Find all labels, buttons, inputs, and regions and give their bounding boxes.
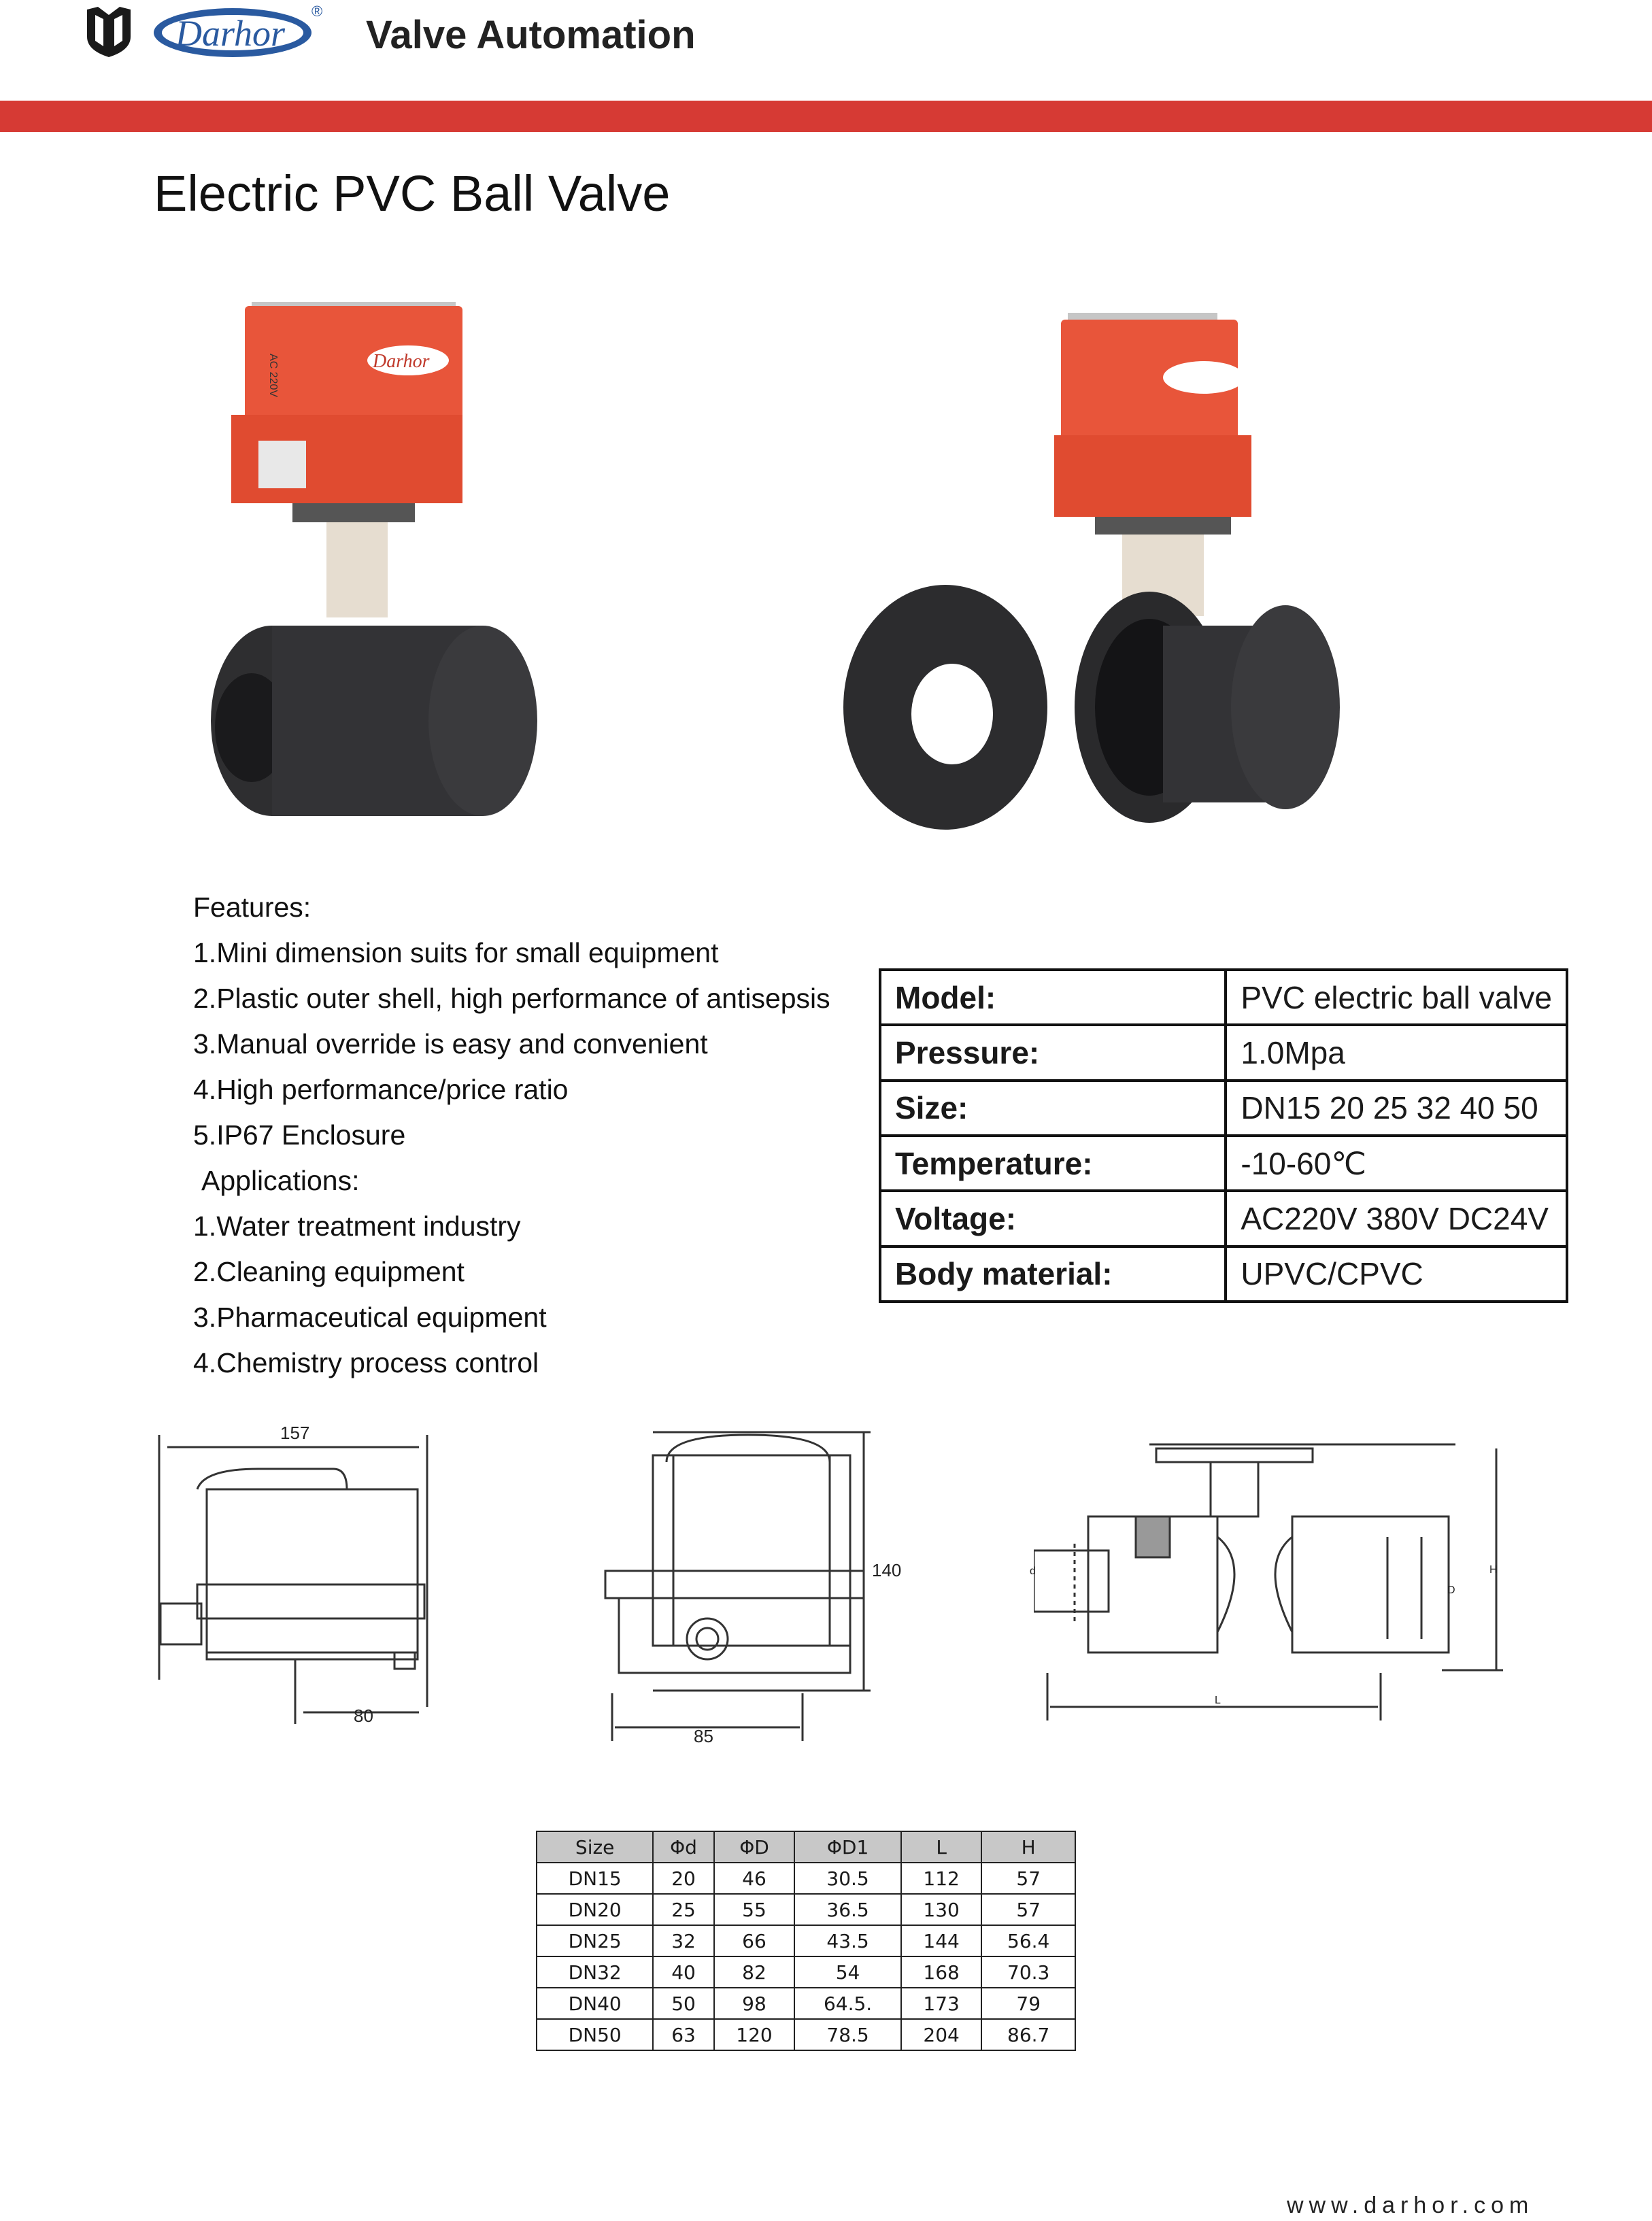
spec-value: PVC electric ball valve: [1226, 970, 1567, 1025]
size-cell: 78.5: [794, 2019, 901, 2050]
dim-valve-H: H: [1489, 1564, 1498, 1576]
spec-value: 1.0Mpa: [1226, 1025, 1567, 1080]
spec-row: [880, 1136, 1567, 1191]
application-item: 4.Chemistry process control: [193, 1347, 539, 1378]
dim-valve-D: D: [1447, 1584, 1455, 1596]
feature-item: 1.Mini dimension suits for small equipment: [193, 937, 719, 968]
spec-row: [880, 970, 1567, 1025]
size-cell: 25: [653, 1894, 713, 1925]
size-cell: 144: [901, 1925, 982, 1956]
spec-value: DN15 20 25 32 40 50: [1226, 1081, 1567, 1136]
dim-side-width: 157: [280, 1423, 310, 1443]
size-cell: 204: [901, 2019, 982, 2050]
size-cell: DN32: [537, 1956, 653, 1988]
size-cell: 79: [981, 1988, 1075, 2019]
size-cell: 57: [981, 1863, 1075, 1894]
spec-label: Model:: [880, 970, 1226, 1025]
product-photo-disassembled-valve: [809, 299, 1367, 843]
size-cell: 66: [714, 1925, 795, 1956]
dim-front-height: 140: [872, 1560, 902, 1580]
spec-row: [880, 1025, 1567, 1080]
size-col-header: Size: [537, 1831, 653, 1863]
drawing-valve-section: [1034, 1435, 1510, 1734]
spec-table: [879, 968, 1568, 1303]
size-table-row: [537, 1894, 1075, 1925]
header-red-bar: [0, 101, 1652, 132]
size-cell: DN25: [537, 1925, 653, 1956]
brand-logo: [151, 3, 323, 60]
brand-shield-icon: [84, 5, 133, 58]
size-cell: 120: [714, 2019, 795, 2050]
size-cell: 20: [653, 1863, 713, 1894]
spec-label: Voltage:: [880, 1191, 1226, 1246]
size-cell: 36.5: [794, 1894, 901, 1925]
size-table-row: [537, 1956, 1075, 1988]
size-cell: 130: [901, 1894, 982, 1925]
size-cell: 86.7: [981, 2019, 1075, 2050]
dim-side-offset: 80: [354, 1706, 373, 1726]
application-item: 3.Pharmaceutical equipment: [193, 1302, 547, 1333]
size-cell: 64.5.: [794, 1988, 901, 2019]
size-cell: DN15: [537, 1863, 653, 1894]
application-item: 2.Cleaning equipment: [193, 1256, 465, 1287]
size-table: [536, 1831, 1076, 2051]
size-cell: 98: [714, 1988, 795, 2019]
size-cell: 43.5: [794, 1925, 901, 1956]
feature-item: 5.IP67 Enclosure: [193, 1119, 406, 1151]
size-cell: DN20: [537, 1894, 653, 1925]
size-table-row: [537, 1988, 1075, 2019]
spec-value: AC220V 380V DC24V: [1226, 1191, 1567, 1246]
spec-label: Size:: [880, 1081, 1226, 1136]
size-cell: 82: [714, 1956, 795, 1988]
spec-value: -10-60℃: [1226, 1136, 1567, 1191]
size-cell: 50: [653, 1988, 713, 2019]
size-col-header: Φd: [653, 1831, 713, 1863]
size-cell: 54: [794, 1956, 901, 1988]
size-cell: 173: [901, 1988, 982, 2019]
feature-item: 3.Manual override is easy and convenient: [193, 1028, 708, 1059]
size-cell: 56.4: [981, 1925, 1075, 1956]
actuator-voltage-label: AC 220V: [267, 354, 279, 398]
size-cell: 55: [714, 1894, 795, 1925]
drawing-actuator-side-view: [150, 1421, 435, 1734]
size-col-header: ΦD1: [794, 1831, 901, 1863]
size-cell: 57: [981, 1894, 1075, 1925]
page-title: Electric PVC Ball Valve: [154, 165, 671, 222]
size-col-header: H: [981, 1831, 1075, 1863]
applications-heading: Applications:: [201, 1165, 360, 1196]
brand-logo-text: Darhor: [175, 13, 286, 54]
spec-row: [880, 1247, 1567, 1302]
size-table-row: [537, 1925, 1075, 1956]
size-col-header: L: [901, 1831, 982, 1863]
feature-item: 4.High performance/price ratio: [193, 1074, 569, 1105]
spec-label: Temperature:: [880, 1136, 1226, 1191]
footer-url[interactable]: www.darhor.com: [1287, 2192, 1534, 2218]
size-col-header: ΦD: [714, 1831, 795, 1863]
size-table-header: [537, 1831, 1075, 1863]
brand-title: Valve Automation: [366, 13, 696, 57]
size-cell: 32: [653, 1925, 713, 1956]
spec-label: Pressure:: [880, 1025, 1226, 1080]
size-cell: 46: [714, 1863, 795, 1894]
application-item: 1.Water treatment industry: [193, 1210, 521, 1242]
size-cell: DN40: [537, 1988, 653, 2019]
size-table-row: [537, 2019, 1075, 2050]
feature-item: 2.Plastic outer shell, high performance of antisepsis: [193, 983, 830, 1014]
size-table-row: [537, 1863, 1075, 1894]
size-cell: 112: [901, 1863, 982, 1894]
brand-registered-mark: ®: [311, 3, 323, 20]
size-cell: DN50: [537, 2019, 653, 2050]
size-cell: 63: [653, 2019, 713, 2050]
spec-row: [880, 1081, 1567, 1136]
size-cell: 30.5: [794, 1863, 901, 1894]
drawing-actuator-front-view: [599, 1421, 884, 1748]
size-cell: 70.3: [981, 1956, 1075, 1988]
spec-label: Body material:: [880, 1247, 1226, 1302]
size-cell: 40: [653, 1956, 713, 1988]
dim-front-width: 85: [694, 1726, 713, 1746]
size-cell: 168: [901, 1956, 982, 1988]
spec-value: UPVC/CPVC: [1226, 1247, 1567, 1302]
dim-valve-d: d: [1030, 1565, 1036, 1577]
spec-row: [880, 1191, 1567, 1246]
dim-valve-L: L: [1215, 1695, 1221, 1706]
features-heading: Features:: [193, 892, 311, 923]
actuator-logo-text: Darhor: [373, 351, 430, 372]
